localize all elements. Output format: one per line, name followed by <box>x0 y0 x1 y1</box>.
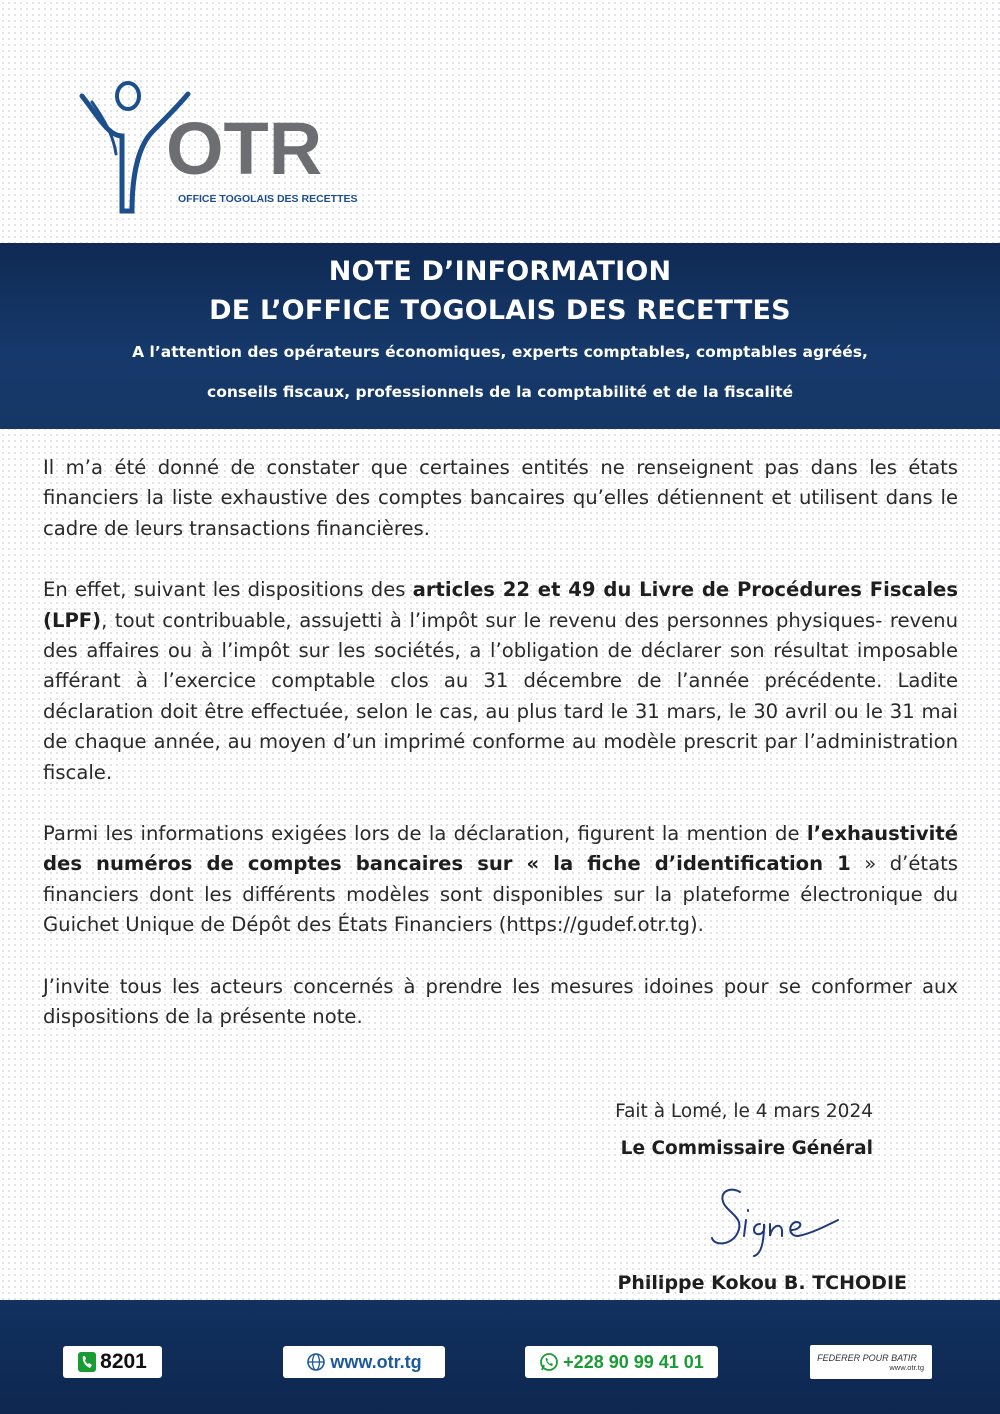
website-link[interactable] <box>283 1346 445 1378</box>
p2-text-b: , tout contribuable, assujetti à l’impôt sur le revenu des personnes physiques- revenu des affaires ou à l’impôt sur les sociétés, a l’obligation de déclarer son résultat imposable afférant à l’exercice comptable clos au 31 décembre de l’année précédente. Ladite déclaration doit être effectuée, selon le cas, au plus tard le 31 mars, le 30 avril ou le 31 mai de chaque année, au moyen d’un imprimé conforme au modèle prescrit par l’administration fiscale. <box>43 608 958 784</box>
hotline-badge[interactable] <box>63 1346 162 1378</box>
logo-acronym: OTR <box>166 107 323 190</box>
website-url: www.otr.tg <box>330 1351 422 1372</box>
logo-full-name: OFFICE TOGOLAIS DES RECETTES <box>178 193 358 205</box>
otr-logo <box>78 76 368 226</box>
globe-icon <box>306 1352 326 1372</box>
paragraph-3 <box>43 819 958 941</box>
paragraph-1: Il m’a été donné de constater que certaines entités ne renseignent pas dans les états financiers la liste exhaustive des comptes bancaires qu’elles détiennent et utilisent dans le cadre de leurs transactions financières. <box>43 456 958 540</box>
phone-icon <box>78 1352 96 1372</box>
motto-badge <box>810 1345 932 1379</box>
p2-legal-reference: articles 22 et 49 du Livre de Procédures Fiscales (LPF) <box>43 578 958 632</box>
signatory-name: Philippe Kokou B. TCHODIE <box>617 1272 907 1294</box>
place-date: Fait à Lomé, le 4 mars 2024 <box>615 1101 873 1122</box>
whatsapp-icon <box>539 1352 559 1372</box>
title-line-2: DE L’OFFICE TOGOLAIS DES RECETTES <box>209 295 791 326</box>
p3-emphasis: l’exhaustivité des numéros de comptes bancaires sur « la fiche d’identification 1 <box>43 822 958 876</box>
note-body <box>43 453 958 1064</box>
subtitle-line-1: A l’attention des opérateurs économiques, experts comptables, comptables agréés, <box>132 343 868 361</box>
p3-text-a: Parmi les informations exigées lors de la déclaration, figurent la mention de <box>43 822 807 846</box>
handwritten-signature <box>700 1180 850 1260</box>
paragraph-2 <box>43 575 958 788</box>
title-line-1: NOTE D’INFORMATION <box>328 256 672 287</box>
paragraph-4: J’invite tous les acteurs concernés à prendre les mesures idoines pour se conformer aux dispositions de la présente note. <box>43 974 958 1029</box>
p2-text-a: En effet, suivant les dispositions des <box>43 578 413 602</box>
title-banner <box>0 243 1000 429</box>
p3-text-b: » d’états financiers dont les différents modèles sont disponibles sur la plateforme électronique du Guichet Unique de Dépôt des États Financiers (https://gudef.otr.tg). <box>43 852 959 937</box>
footer-bar <box>0 1300 1000 1414</box>
motto-website: www.otr.tg <box>889 1362 924 1372</box>
motto-text: FEDERER POUR BATIR <box>817 1352 917 1363</box>
subtitle-line-2: conseils fiscaux, professionnels de la comptabilité et de la fiscalité <box>207 383 793 401</box>
whatsapp-contact[interactable] <box>525 1346 718 1378</box>
whatsapp-number: +228 90 99 41 01 <box>563 1351 704 1372</box>
otr-figure-icon <box>78 76 368 226</box>
hotline-number: 8201 <box>100 1350 147 1373</box>
signatory-role: Le Commissaire Général <box>620 1138 873 1159</box>
